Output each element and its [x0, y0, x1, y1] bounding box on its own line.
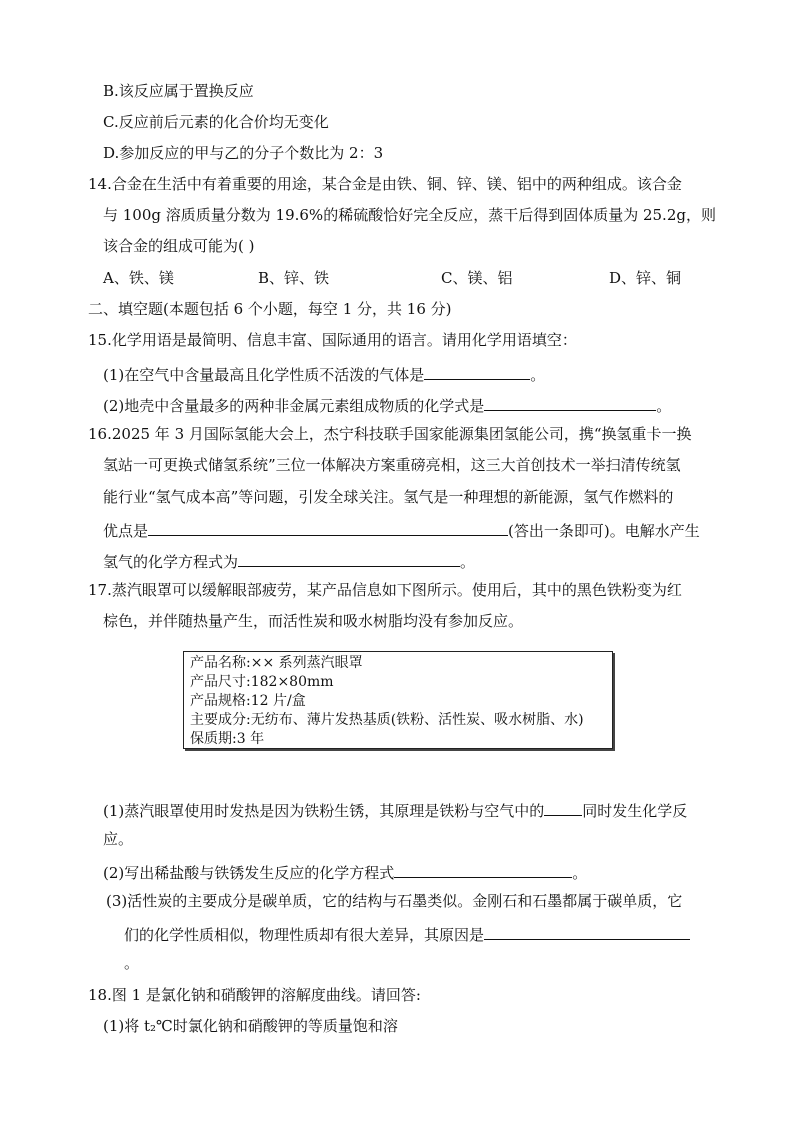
q16-line-2: 氢站一可更换式储氢系统”三位一体解决方案重磅亮相，这三大首创技术一举扫清传统氢	[103, 456, 681, 474]
q17-part-1	[103, 801, 687, 819]
q15-answer-blank-2[interactable]	[484, 396, 656, 411]
q16-line-4-text: 优点是	[103, 522, 149, 540]
product-shelf-life: 保质期:3 年	[190, 731, 265, 747]
q17-part-3-text: 们的化学性质相似，物理性质却有很大差异，其原因是	[124, 926, 485, 944]
q16-line-5-text: 氢气的化学方程式为	[103, 553, 239, 571]
q13-option-d: D.参加反应的甲与乙的分子个数比为 2：3	[103, 144, 384, 162]
q16-line-1: 16.2025 年 3 月国际氢能大会上，杰宁科技联手国家能源集团氢能公司，携“换氢重卡一换	[88, 425, 692, 443]
q14-option-a: A、铁、镁	[103, 269, 174, 287]
q17-part-3-end: 。	[124, 954, 140, 972]
q17-answer-blank-1[interactable]	[544, 801, 582, 816]
q17-part-3: (3)活性炭的主要成分是碳单质，它的结构与石墨类似。金刚石和石墨都属于碳单质，它	[106, 892, 683, 910]
q17-part-1-cont: 应。	[103, 830, 134, 848]
product-info-box	[183, 651, 613, 749]
q14-option-c: C、镁、铝	[441, 269, 513, 287]
q13-option-c: C.反应前后元素的化合价均无变化	[103, 113, 329, 131]
q17-line-1: 17.蒸汽眼罩可以缓解眼部疲劳，某产品信息如下图所示。使用后，其中的黑色铁粉变为红	[88, 581, 682, 599]
q14-option-b: B、锌、铁	[258, 269, 330, 287]
q16-line-4-tail: (答出一条即可)。电解水产生	[508, 522, 700, 540]
q17-part-2-end: 。	[572, 864, 588, 882]
q15-stem: 15.化学用语是最简明、信息丰富、国际通用的语言。请用化学用语填空：	[88, 331, 577, 349]
product-ingredients: 主要成分:无纺布、薄片发热基质(铁粉、活性炭、吸水树脂、水)	[190, 712, 584, 728]
q16-answer-blank-1[interactable]	[148, 521, 508, 536]
q13-option-b: B.该反应属于置换反应	[103, 82, 254, 100]
q14-option-d: D、锌、铜	[609, 269, 682, 287]
q15-answer-blank-1[interactable]	[424, 365, 530, 380]
q16-line-5	[103, 552, 475, 570]
q18-part-1: (1)将 t₂℃时氯化钠和硝酸钾的等质量饱和溶	[103, 1017, 398, 1035]
q17-line-2: 棕色，并伴随热量产生，而活性炭和吸水树脂均没有参加反应。	[103, 612, 524, 630]
product-name: 产品名称:×× 系列蒸汽眼罩	[190, 655, 363, 671]
q15-part-2-end: 。	[656, 397, 672, 415]
q16-line-4	[103, 521, 700, 539]
q16-line-5-end: 。	[460, 553, 476, 571]
q14-line-2: 与 100g 溶质质量分数为 19.6%的稀硫酸恰好完全反应，蒸干后得到固体质量为 25.2g，则	[103, 206, 716, 224]
q16-line-3: 能行业“氢气成本高”等问题，引发全球关注。氢气是一种理想的新能源，氢气作燃料的	[103, 488, 674, 506]
q14-line-1: 14.合金在生活中有着重要的用途，某合金是由铁、铜、锌、镁、铝中的两种组成。该合金	[88, 175, 682, 193]
q17-answer-blank-2[interactable]	[394, 863, 572, 878]
q15-part-1-text: (1)在空气中含量最高且化学性质不活泼的气体是	[103, 366, 425, 384]
q15-part-1-end: 。	[530, 366, 546, 384]
q17-part-1-text: (1)蒸汽眼罩使用时发热是因为铁粉生锈，其原理是铁粉与空气中的	[103, 802, 545, 820]
q17-part-2-text: (2)写出稀盐酸与铁锈发生反应的化学方程式	[103, 864, 395, 882]
q16-answer-blank-2[interactable]	[238, 552, 460, 567]
q17-part-2	[103, 863, 587, 881]
q17-part-3-cont	[124, 925, 690, 943]
q15-part-2	[103, 396, 671, 414]
q17-part-1-tail: 同时发生化学反	[582, 802, 688, 820]
section-heading: 二、填空题(本题包括 6 个小题，每空 1 分，共 16 分)	[88, 300, 452, 318]
q18-stem: 18.图 1 是氯化钠和硝酸钾的溶解度曲线。请回答:	[88, 986, 421, 1004]
q14-line-3: 该合金的组成可能为( )	[103, 237, 255, 255]
q15-part-1	[103, 365, 545, 383]
product-size: 产品尺寸:182×80mm	[190, 674, 334, 690]
q15-part-2-text: (2)地壳中含量最多的两种非金属元素组成物质的化学式是	[103, 397, 485, 415]
q17-answer-blank-3[interactable]	[484, 925, 690, 940]
product-spec: 产品规格:12 片/盒	[190, 693, 306, 709]
